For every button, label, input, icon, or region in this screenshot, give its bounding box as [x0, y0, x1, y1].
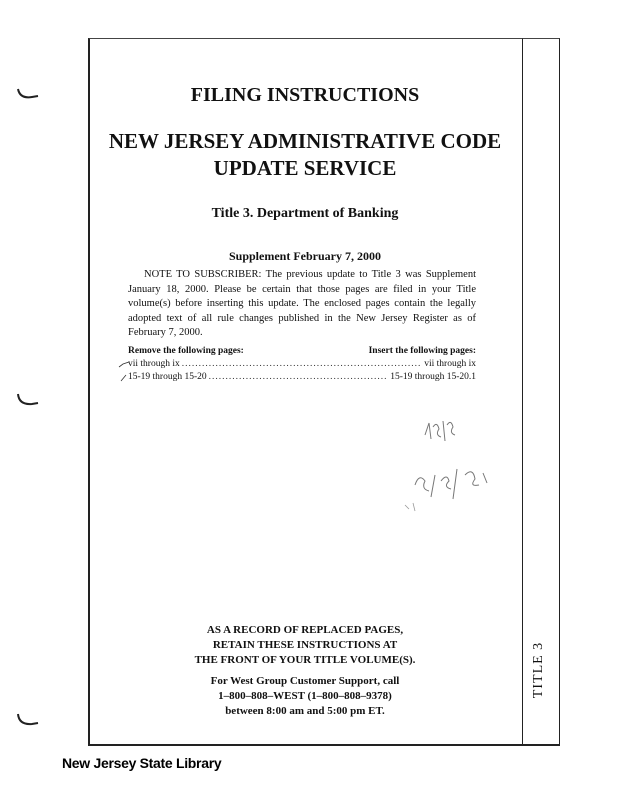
- supplement-date: Supplement February 7, 2000: [228, 249, 381, 263]
- record-instructions: [88, 623, 522, 668]
- support-hours: between 8:00 am and 5:00 pm ET.: [225, 705, 385, 717]
- remove-header: Remove the following pages:: [128, 346, 244, 356]
- customer-support: [88, 674, 522, 719]
- punch-hole-mark: [14, 712, 42, 730]
- title-tab-strip: [522, 38, 560, 746]
- pages-table-header: [128, 346, 476, 356]
- document-title: FILING INSTRUCTIONS: [190, 84, 420, 106]
- library-stamp: New Jersey State Library: [62, 755, 222, 771]
- subscriber-note: NOTE TO SUBSCRIBER: The previous update to Title 3 was Supplement January 18, 2000. Please be certain that those pages are filed in your Title volume(s) before inserting this update. The enclosed pages contain the legally adopted text of all rule changes published in the New Jersey Register as of February 7, 2000.: [128, 269, 476, 338]
- support-line: For West Group Customer Support, call: [210, 675, 400, 687]
- record-line: AS A RECORD OF REPLACED PAGES,: [206, 624, 404, 636]
- insert-header: Insert the following pages:: [368, 346, 476, 356]
- table-row: [128, 372, 476, 382]
- record-line: RETAIN THESE INSTRUCTIONS AT: [212, 639, 398, 651]
- dot-leader: [209, 372, 389, 382]
- insert-pages: 15-19 through 15-20.1: [390, 372, 476, 382]
- code-heading-line1: NEW JERSEY ADMINISTRATIVE CODE: [108, 129, 502, 153]
- dot-leader: [182, 359, 423, 369]
- title-tab-label: TITLE 3: [531, 641, 546, 699]
- code-heading: [88, 128, 522, 182]
- insert-pages: vii through ix: [424, 359, 476, 369]
- check-mark: [120, 373, 130, 383]
- remove-pages: vii through ix: [128, 359, 180, 369]
- code-heading-line2: UPDATE SERVICE: [213, 156, 397, 180]
- punch-hole-mark: [14, 85, 42, 103]
- record-line: THE FRONT OF YOUR TITLE VOLUME(S).: [194, 654, 416, 666]
- support-phone: 1–800–808–WEST (1–800–808–9378): [218, 690, 392, 702]
- punch-hole-mark: [14, 392, 42, 410]
- table-row: [128, 359, 476, 369]
- remove-pages: 15-19 through 15-20: [128, 372, 207, 382]
- check-mark: [118, 360, 130, 370]
- title-line: Title 3. Department of Banking: [211, 206, 399, 221]
- handwritten-annotation: [395, 415, 505, 520]
